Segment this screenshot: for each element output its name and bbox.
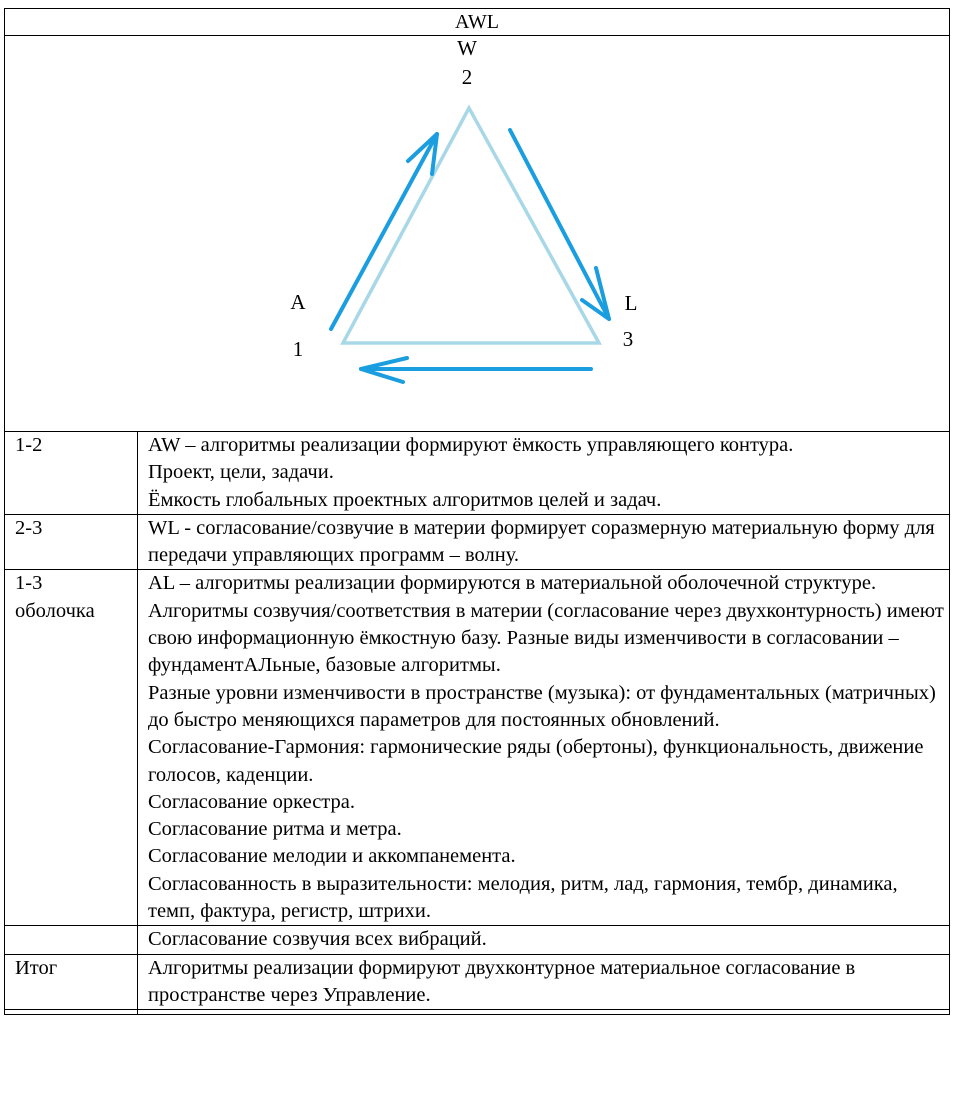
row-2-3 <box>5 514 950 570</box>
arrow-w-to-l <box>510 130 609 319</box>
vertex-top-letter: W <box>457 36 477 60</box>
awl-table <box>4 8 950 1015</box>
content-line: Согласование ритма и метра. <box>148 818 402 841</box>
row-label: 2-3 <box>5 514 138 570</box>
content-line: Согласование мелодии и аккомпанемента. <box>148 845 516 868</box>
content-line: Согласованность в выразительности: мелодия, ритм, лад, гармония, тембр, динамика, темп, фактура, регистр, штрихи. <box>148 872 898 923</box>
content-line: AL – алгоритмы реализации формируются в материальной оболочечной структуре. <box>148 572 877 595</box>
row-label: 1-2 <box>5 432 138 515</box>
content-line: Согласование созвучия всех вибраций. <box>148 928 487 951</box>
content-line: Согласование-Гармония: гармонические ряды (обертоны), функциональность, движение голосов, каденции. <box>148 736 924 786</box>
content-line: Проект, цели, задачи. <box>148 461 334 484</box>
row-label: Итог <box>5 954 138 1010</box>
vertex-right-number: 3 <box>622 327 634 351</box>
content-line: Согласование оркестра. <box>148 790 355 813</box>
awl-triangle-diagram <box>5 36 950 431</box>
row-label: 1-3 оболочка <box>5 570 138 926</box>
row-content <box>138 954 950 1010</box>
vertex-top-number: 2 <box>461 65 473 89</box>
row-content <box>138 514 950 570</box>
row-content <box>138 926 950 954</box>
content-line: Алгоритмы созвучия/соответствия в материи (согласование через двухконтурность) имеют свою информационную ёмкостную базу. Разные виды изменчивости в согласовании – фундаментАЛьные, базовые алгоритмы. <box>148 599 944 677</box>
empty-cell <box>5 1010 138 1015</box>
content-line: WL - согласование/созвучие в материи формирует соразмерную материальную форму для передачи управляющих программ – волну. <box>148 516 935 567</box>
row-empty-tail <box>5 1010 950 1015</box>
table-title: AWL <box>5 9 950 36</box>
content-line: Разные уровни изменчивости в пространстве (музыка): от фундаментальных (матричных) до быстро меняющихся параметров для постоянных обновлений. <box>148 681 936 731</box>
row-vibrations <box>5 926 950 954</box>
row-1-2 <box>5 432 950 515</box>
vertex-left-number: 1 <box>292 337 304 361</box>
diagram-row <box>5 36 950 432</box>
content-line: AW – алгоритмы реализации формируют ёмкость управляющего контура. <box>148 434 794 456</box>
row-1-3 <box>5 570 950 926</box>
row-itog <box>5 954 950 1010</box>
row-content <box>138 432 950 515</box>
title-row <box>5 9 950 36</box>
vertex-right-letter: L <box>624 291 638 315</box>
vertex-left-letter: A <box>290 290 306 314</box>
arrow-l-to-a <box>361 358 591 382</box>
row-label <box>5 926 138 954</box>
content-line: Ёмкость глобальных проектных алгоритмов целей и задач. <box>148 488 662 511</box>
arrow-a-to-w <box>331 134 437 329</box>
content-line: Алгоритмы реализации формируют двухконтурное материальное согласование в пространстве через Управление. <box>148 956 856 1006</box>
empty-cell <box>138 1010 950 1015</box>
row-content <box>138 570 950 926</box>
diagram-cell <box>5 36 950 432</box>
